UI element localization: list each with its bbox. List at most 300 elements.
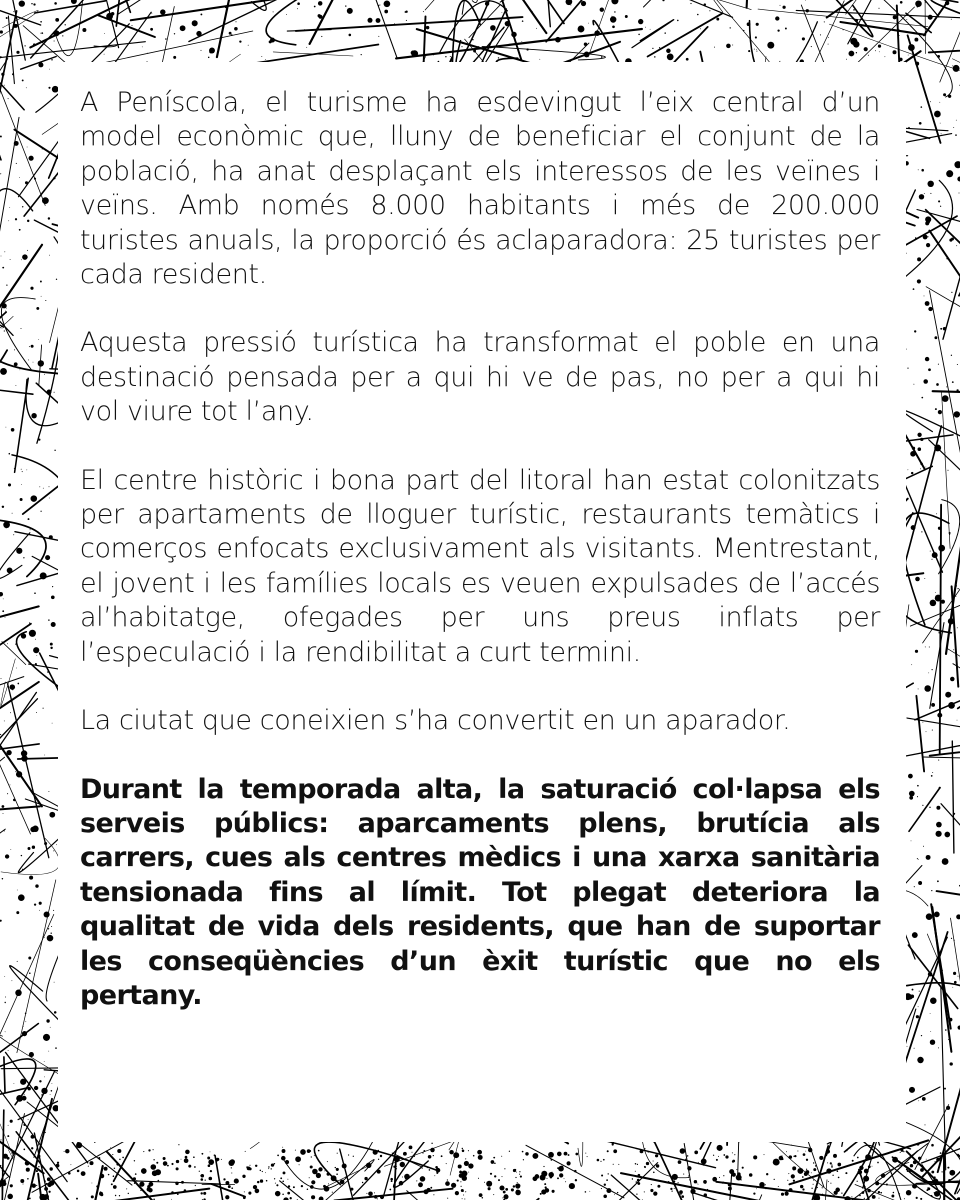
speck-mark [828, 44, 829, 45]
scratch-mark [0, 682, 39, 734]
speck-mark [685, 1159, 686, 1160]
scratch-mark [35, 1, 106, 13]
speck-mark [948, 95, 951, 98]
speck-mark [156, 1162, 158, 1164]
speck-mark [748, 50, 750, 52]
speck-mark [15, 385, 16, 386]
speck-mark [407, 1159, 408, 1160]
speck-mark [940, 1152, 942, 1154]
speck-mark [299, 1164, 300, 1165]
speck-mark [930, 1013, 931, 1014]
speck-mark [588, 23, 589, 24]
speck-mark [378, 1159, 379, 1160]
speck-mark [441, 21, 443, 23]
speck-mark [384, 10, 388, 14]
speck-mark [347, 8, 353, 14]
speck-mark [568, 1154, 570, 1156]
speck-mark [147, 1187, 151, 1191]
speck-mark [728, 1187, 732, 1191]
speck-mark [945, 1, 949, 5]
speck-mark [473, 50, 476, 53]
speck-mark [915, 0, 922, 7]
speck-mark [778, 1186, 779, 1187]
speck-mark [651, 1184, 652, 1185]
speck-mark [611, 0, 618, 4]
scratch-mark [951, 918, 960, 981]
speck-mark [938, 760, 939, 761]
speck-mark [49, 69, 50, 70]
speck-mark [54, 982, 55, 983]
speck-mark [659, 47, 660, 48]
speck-mark [234, 27, 238, 31]
speck-mark [600, 1161, 601, 1162]
speck-mark [0, 173, 1, 174]
speck-mark [275, 1191, 281, 1197]
speck-mark [6, 427, 7, 428]
speck-mark [384, 0, 391, 7]
speck-mark [180, 25, 186, 31]
speck-mark [0, 1139, 1, 1140]
speck-mark [948, 618, 954, 624]
speck-mark [822, 1187, 823, 1188]
scratch-curve [0, 264, 7, 374]
speck-mark [152, 1170, 158, 1176]
speck-mark [886, 1184, 888, 1186]
speck-mark [520, 1176, 522, 1178]
speck-mark [900, 1, 903, 4]
speck-mark [632, 1178, 633, 1179]
speck-mark [225, 6, 227, 8]
speck-mark [68, 1172, 71, 1175]
speck-mark [899, 1193, 900, 1194]
speck-mark [27, 220, 29, 222]
speck-mark [422, 1168, 423, 1169]
scratch-mark [929, 440, 960, 596]
speck-mark [637, 1179, 640, 1182]
speck-mark [40, 281, 42, 283]
speck-mark [928, 307, 932, 311]
speck-mark [811, 46, 812, 47]
speck-mark [27, 1178, 29, 1180]
speck-mark [21, 855, 22, 856]
speck-mark [834, 1191, 838, 1195]
speck-mark [736, 1169, 737, 1170]
speck-mark [716, 1159, 718, 1161]
speck-mark [945, 452, 946, 453]
speck-mark [21, 633, 26, 638]
speck-mark [502, 12, 503, 13]
speck-mark [931, 1195, 933, 1197]
speck-mark [51, 595, 55, 599]
speck-mark [797, 13, 798, 14]
speck-mark [908, 55, 909, 56]
speck-mark [20, 498, 23, 501]
speck-mark [918, 1157, 921, 1160]
speck-mark [0, 368, 7, 375]
speck-mark [937, 55, 940, 58]
speck-mark [555, 37, 561, 43]
speck-mark [163, 1157, 166, 1160]
speck-mark [164, 1165, 165, 1166]
speck-mark [911, 664, 912, 665]
speck-mark [925, 1124, 926, 1125]
speck-mark [49, 498, 50, 499]
speck-mark [926, 243, 930, 247]
speck-mark [709, 10, 710, 11]
scratch-curve [0, 10, 38, 39]
speck-mark [913, 288, 915, 290]
speck-mark [756, 49, 757, 50]
speck-mark [51, 1090, 53, 1092]
speck-mark [932, 552, 938, 558]
speck-mark [29, 622, 30, 623]
speck-mark [318, 1167, 322, 1171]
speck-mark [791, 1145, 792, 1146]
speck-mark [461, 1186, 462, 1187]
speck-mark [275, 1183, 276, 1184]
speck-mark [672, 1174, 678, 1180]
speck-mark [148, 1181, 149, 1182]
speck-mark [231, 1167, 232, 1168]
speck-mark [165, 38, 167, 40]
speck-mark [113, 1185, 117, 1189]
speck-mark [56, 1164, 60, 1168]
speck-mark [56, 279, 57, 280]
speck-mark [22, 471, 23, 472]
speck-mark [911, 525, 916, 530]
speck-mark [342, 49, 343, 50]
speck-mark [0, 30, 3, 33]
speck-mark [25, 181, 28, 184]
speck-mark [10, 684, 16, 690]
speck-mark [637, 1164, 638, 1165]
speck-mark [663, 1181, 664, 1182]
speck-mark [0, 136, 2, 138]
speck-mark [185, 1150, 190, 1155]
speck-mark [944, 1088, 946, 1090]
speck-mark [42, 149, 43, 150]
speck-mark [462, 1150, 465, 1153]
speck-mark [43, 708, 44, 709]
speck-mark [389, 1173, 390, 1174]
speck-mark [14, 349, 15, 350]
speck-mark [655, 1154, 658, 1157]
speck-mark [1, 73, 4, 76]
speck-mark [917, 1057, 923, 1063]
speck-mark [942, 339, 943, 340]
speck-mark [912, 447, 915, 450]
speck-mark [767, 42, 774, 49]
speck-mark [503, 1191, 506, 1194]
speck-mark [918, 169, 919, 170]
speck-mark [176, 1167, 179, 1170]
speck-mark [201, 50, 202, 51]
speck-mark [875, 1181, 879, 1185]
speck-mark [36, 307, 39, 310]
speck-mark [52, 1083, 53, 1084]
speck-mark [39, 1080, 41, 1082]
speck-mark [486, 1181, 492, 1187]
speck-mark [131, 25, 132, 26]
speck-mark [805, 1151, 806, 1152]
speck-mark [274, 1178, 275, 1179]
speck-mark [48, 791, 49, 792]
speck-mark [151, 13, 152, 14]
speck-mark [917, 433, 921, 437]
speck-mark [926, 913, 933, 920]
speck-mark [931, 890, 932, 891]
speck-mark [378, 1150, 380, 1152]
speck-mark [931, 1144, 934, 1147]
speck-mark [907, 1171, 908, 1172]
speck-mark [9, 207, 10, 208]
paragraph-intro: A Peníscola, el turisme ha esdevingut l’eix central d’un model econòmic que, lluny de beneficiar el conjunt de la població, ha anat desplaçant els interessos de les veïnes i veïns. Amb només 8.000 habitants i més de 200.000 turistes anuals, la proporció és aclaparadora: 25 turistes per cada resident. [80, 87, 880, 291]
speck-mark [53, 30, 59, 36]
speck-mark [625, 15, 628, 18]
speck-mark [728, 1183, 731, 1186]
speck-mark [96, 1185, 98, 1187]
speck-mark [918, 881, 922, 885]
speck-mark [677, 20, 679, 22]
speck-mark [231, 1172, 232, 1173]
speck-mark [22, 79, 24, 81]
speck-mark [546, 1178, 547, 1179]
speck-mark [473, 1155, 475, 1157]
speck-mark [785, 1192, 789, 1196]
scratch-mark [0, 245, 42, 397]
speck-mark [564, 1178, 565, 1179]
speck-mark [295, 1150, 296, 1151]
speck-mark [32, 846, 35, 849]
speck-mark [175, 1182, 178, 1185]
speck-mark [935, 831, 941, 837]
speck-mark [21, 469, 22, 470]
speck-mark [201, 1153, 203, 1155]
speck-mark [210, 1152, 211, 1153]
speck-mark [6, 308, 7, 309]
speck-mark [532, 11, 533, 12]
scratch-mark [67, 1166, 102, 1200]
speck-mark [949, 1170, 955, 1176]
speck-mark [936, 822, 942, 828]
speck-mark [422, 1152, 423, 1153]
speck-mark [17, 961, 18, 962]
speck-mark [48, 217, 50, 219]
speck-mark [297, 2, 300, 5]
speck-mark [526, 48, 528, 50]
speck-mark [917, 257, 921, 261]
speck-mark [9, 453, 11, 455]
speck-mark [536, 28, 537, 29]
speck-mark [460, 1181, 461, 1182]
speck-mark [802, 1176, 804, 1178]
scratch-mark [0, 757, 5, 813]
speck-mark [14, 1083, 15, 1084]
speck-mark [7, 1194, 13, 1200]
speck-mark [697, 1183, 698, 1184]
speck-mark [828, 1181, 829, 1182]
speck-mark [638, 19, 643, 24]
speck-mark [38, 1166, 39, 1167]
speck-mark [920, 1168, 924, 1172]
speck-mark [468, 1163, 473, 1168]
speck-mark [51, 59, 53, 61]
speck-mark [939, 102, 940, 103]
speck-mark [806, 1169, 807, 1170]
speck-mark [77, 1170, 80, 1173]
speck-mark [143, 1151, 144, 1152]
speck-mark [331, 1175, 337, 1181]
speck-mark [703, 1180, 707, 1184]
speck-mark [911, 472, 913, 474]
speck-mark [932, 772, 933, 773]
scratch-curve [632, 20, 674, 48]
speck-mark [38, 439, 40, 441]
speck-mark [924, 578, 925, 579]
speck-mark [249, 1165, 250, 1166]
speck-mark [3, 599, 4, 600]
speck-mark [150, 28, 153, 31]
speck-mark [114, 1168, 115, 1169]
speck-mark [935, 592, 936, 593]
speck-mark [102, 1170, 103, 1171]
speck-mark [399, 1181, 404, 1186]
speck-mark [15, 643, 16, 644]
speck-mark [942, 395, 949, 402]
speck-mark [678, 1160, 682, 1164]
speck-mark [923, 379, 928, 384]
speck-mark [245, 1151, 246, 1152]
speck-mark [906, 1168, 908, 1170]
speck-mark [7, 643, 8, 644]
speck-mark [953, 127, 954, 128]
speck-mark [477, 1150, 482, 1155]
speck-mark [924, 685, 931, 692]
speck-mark [903, 1151, 904, 1152]
speck-mark [414, 1156, 415, 1157]
speck-mark [617, 1192, 618, 1193]
speck-mark [519, 1171, 520, 1172]
scratch-mark [500, 0, 541, 2]
speck-mark [0, 734, 1, 735]
scratch-mark [0, 647, 42, 807]
speck-mark [587, 1156, 588, 1157]
speck-mark [465, 1191, 466, 1192]
scratch-mark [916, 696, 924, 772]
speck-mark [271, 1163, 274, 1166]
speck-mark [917, 796, 918, 797]
speck-mark [885, 56, 886, 57]
speck-mark [45, 300, 46, 301]
speck-mark [878, 8, 879, 9]
speck-mark [91, 1195, 94, 1198]
speck-mark [857, 1157, 859, 1159]
speck-mark [134, 1183, 135, 1184]
speck-mark [430, 1187, 432, 1189]
speck-mark [932, 730, 933, 731]
speck-mark [941, 133, 942, 134]
speck-mark [952, 381, 954, 383]
speck-mark [756, 51, 757, 52]
speck-mark [899, 58, 903, 62]
speck-mark [51, 926, 52, 927]
speck-mark [921, 169, 924, 172]
speck-mark [29, 156, 34, 161]
speck-mark [930, 1039, 935, 1044]
speck-mark [787, 1180, 788, 1181]
speck-mark [915, 1173, 916, 1174]
speck-mark [950, 677, 955, 682]
speck-mark [282, 1147, 283, 1148]
speck-mark [15, 771, 16, 772]
speck-mark [878, 1198, 879, 1199]
speck-mark [340, 1180, 345, 1185]
speck-mark [937, 713, 942, 718]
speck-mark [837, 1170, 839, 1172]
speck-mark [5, 997, 6, 998]
speck-mark [945, 692, 951, 698]
speck-mark [283, 1171, 286, 1174]
speck-mark [704, 3, 706, 5]
speck-mark [41, 1167, 42, 1168]
speck-mark [148, 1149, 150, 1151]
speck-mark [318, 1, 323, 6]
speck-mark [831, 1166, 833, 1168]
scratch-mark [118, 0, 291, 14]
speck-mark [501, 1176, 502, 1177]
speck-mark [28, 957, 31, 960]
speck-mark [940, 683, 941, 684]
speck-mark [819, 1156, 823, 1160]
speck-mark [12, 513, 13, 514]
speck-mark [218, 49, 219, 50]
speck-mark [55, 1047, 57, 1049]
speck-mark [493, 1157, 495, 1159]
speck-mark [934, 1191, 940, 1197]
speck-mark [176, 1160, 179, 1163]
speck-mark [540, 1175, 546, 1181]
speck-mark [679, 1190, 683, 1194]
speck-mark [680, 1194, 681, 1195]
speck-mark [193, 1156, 195, 1158]
scratch-mark [8, 684, 49, 858]
speck-mark [47, 389, 52, 394]
speck-mark [908, 127, 909, 128]
speck-mark [88, 1166, 89, 1167]
speck-mark [316, 1173, 321, 1178]
speck-mark [301, 1185, 303, 1187]
speck-mark [811, 1188, 812, 1189]
speck-mark [911, 840, 912, 841]
speck-mark [571, 5, 572, 6]
speck-mark [8, 220, 9, 221]
speck-mark [920, 468, 921, 469]
speck-mark [872, 1195, 876, 1199]
speck-mark [16, 163, 17, 164]
speck-mark [853, 9, 855, 11]
speck-mark [71, 0, 77, 4]
speck-mark [515, 1177, 516, 1178]
speck-mark [791, 1174, 795, 1178]
speck-mark [533, 1176, 538, 1181]
speck-mark [928, 673, 929, 674]
speck-mark [423, 1150, 425, 1152]
speck-mark [853, 18, 854, 19]
speck-mark [872, 1166, 873, 1167]
speck-mark [23, 1026, 24, 1027]
speck-mark [319, 1197, 324, 1200]
speck-mark [743, 30, 744, 31]
